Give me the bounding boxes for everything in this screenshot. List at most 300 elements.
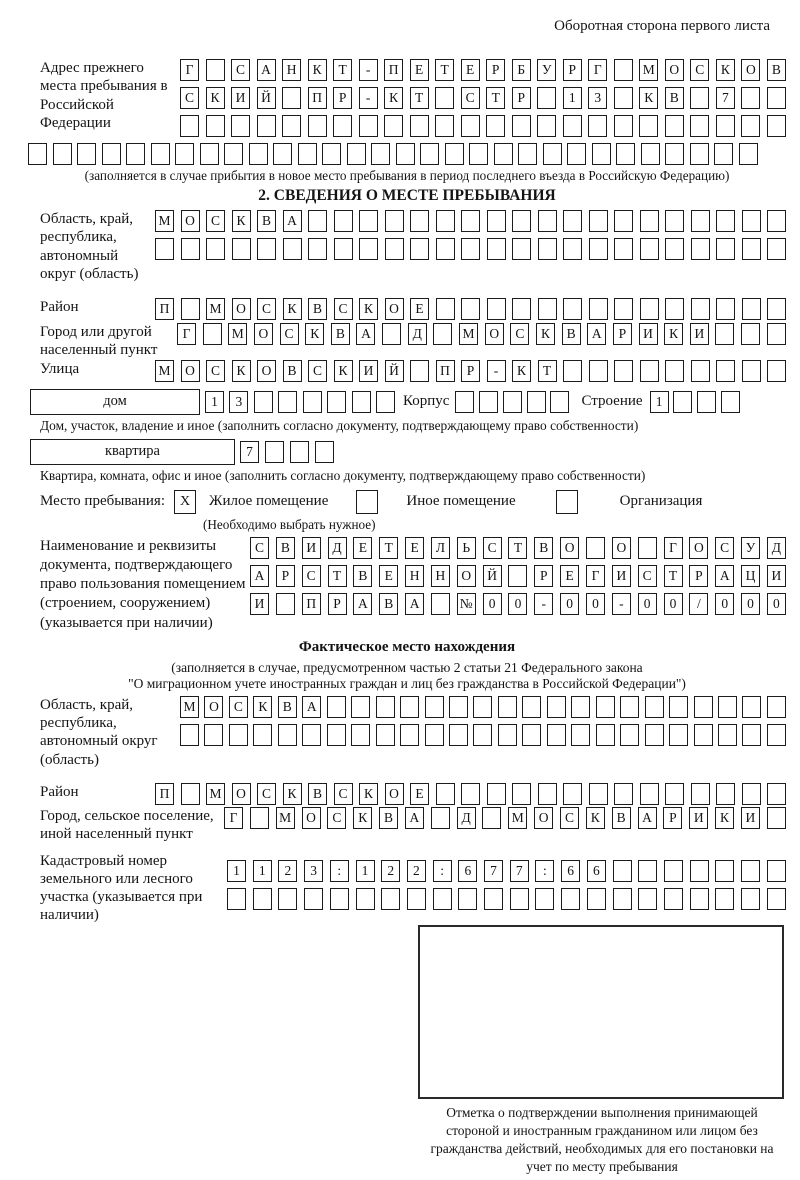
- char-box: Т: [486, 87, 505, 109]
- char-box: [563, 783, 582, 805]
- char-box: X: [174, 490, 196, 514]
- char-box: С: [461, 87, 480, 109]
- char-box: [282, 115, 301, 137]
- char-box: И: [690, 323, 709, 345]
- char-box: [767, 783, 786, 805]
- char-box: С: [715, 537, 734, 559]
- char-box: В: [283, 360, 302, 382]
- char-box: С: [250, 537, 269, 559]
- char-box: [640, 210, 659, 232]
- char-box: [741, 860, 760, 882]
- char-box: [640, 298, 659, 320]
- stay-option-zhiloe-label: Жилое помещение: [209, 493, 329, 510]
- char-box: К: [359, 783, 378, 805]
- char-box: О: [385, 783, 404, 805]
- char-box: [616, 143, 635, 165]
- stay-checkbox-inoe: [356, 490, 378, 514]
- char-box: С: [638, 565, 657, 587]
- char-box: Г: [177, 323, 196, 345]
- char-box: Е: [410, 783, 429, 805]
- char-box: [334, 210, 353, 232]
- char-box: [665, 143, 684, 165]
- char-box: В: [379, 807, 398, 829]
- char-box: Ь: [457, 537, 476, 559]
- char-box: [665, 298, 684, 320]
- char-box: [645, 696, 664, 718]
- apartment-labelbox: квартира: [30, 439, 235, 465]
- char-box: 0: [741, 593, 760, 615]
- char-box: [431, 807, 450, 829]
- char-box: [308, 115, 327, 137]
- char-box: [181, 783, 200, 805]
- char-box: [767, 210, 786, 232]
- char-box: [767, 724, 786, 746]
- char-box: [589, 238, 608, 260]
- char-box: А: [405, 593, 424, 615]
- char-box: 0: [483, 593, 502, 615]
- char-box: [614, 783, 633, 805]
- char-box: [278, 724, 297, 746]
- char-box: 1: [650, 391, 669, 413]
- char-box: [742, 783, 761, 805]
- char-box: [298, 143, 317, 165]
- char-box: [741, 115, 760, 137]
- char-box: И: [741, 807, 760, 829]
- char-box: [563, 360, 582, 382]
- char-box: [716, 783, 735, 805]
- char-box: 1: [356, 860, 375, 882]
- char-box: М: [508, 807, 527, 829]
- char-box: [229, 724, 248, 746]
- char-box: -: [359, 87, 378, 109]
- char-box: [561, 888, 580, 910]
- char-box: Т: [410, 87, 429, 109]
- char-box: 7: [716, 87, 735, 109]
- char-box: [718, 696, 737, 718]
- char-box: В: [308, 298, 327, 320]
- char-box: [486, 115, 505, 137]
- char-box: М: [639, 59, 658, 81]
- s2-street-group: [40, 360, 786, 382]
- char-box: [767, 115, 786, 137]
- document-row-1: [250, 537, 786, 559]
- char-box: [535, 888, 554, 910]
- char-box: Г: [224, 807, 243, 829]
- char-box: Т: [538, 360, 557, 382]
- char-box: [385, 210, 404, 232]
- char-box: С: [257, 298, 276, 320]
- char-box: [461, 210, 480, 232]
- char-box: [461, 298, 480, 320]
- char-box: [282, 87, 301, 109]
- prev-address-note: (заполняется в случае прибытия в новое место пребывания в период последнего въезда в Российскую Федерацию): [84, 168, 730, 183]
- char-box: М: [276, 807, 295, 829]
- char-box: [742, 360, 761, 382]
- char-box: [494, 143, 513, 165]
- char-box: 6: [587, 860, 606, 882]
- char-box: В: [257, 210, 276, 232]
- apartment-caption: Квартира, комната, офис и иное (заполнить согласно документу, подтверждающему право собственности): [40, 467, 646, 483]
- char-box: [498, 724, 517, 746]
- char-box: [276, 593, 295, 615]
- char-box: [691, 298, 710, 320]
- cadastre-label: Кадастровый номер земельного или лесного участка (указывается при наличии): [40, 852, 203, 924]
- char-box: Б: [512, 59, 531, 81]
- s2-region-group: [40, 210, 786, 283]
- stay-checkbox-zhiloe: [174, 490, 196, 514]
- char-box: [436, 298, 455, 320]
- char-box: О: [232, 783, 251, 805]
- char-box: [614, 210, 633, 232]
- char-box: [487, 210, 506, 232]
- char-box: [690, 115, 709, 137]
- char-box: [155, 238, 174, 260]
- char-box: [359, 210, 378, 232]
- char-box: К: [359, 298, 378, 320]
- stroenie-cells: [650, 391, 740, 413]
- char-box: [767, 888, 786, 910]
- char-box: К: [715, 807, 734, 829]
- char-box: [407, 888, 426, 910]
- char-box: К: [232, 360, 251, 382]
- char-box: [586, 537, 605, 559]
- char-box: [351, 724, 370, 746]
- char-box: [473, 724, 492, 746]
- prev-address-row-1: [180, 59, 786, 81]
- char-box: [257, 238, 276, 260]
- char-box: :: [433, 860, 452, 882]
- char-box: [587, 888, 606, 910]
- char-box: 7: [484, 860, 503, 882]
- char-box: [716, 210, 735, 232]
- char-box: [435, 115, 454, 137]
- char-box: [665, 783, 684, 805]
- char-box: 0: [767, 593, 786, 615]
- char-box: 2: [381, 860, 400, 882]
- char-box: [206, 115, 225, 137]
- char-box: П: [155, 783, 174, 805]
- char-box: [638, 860, 657, 882]
- char-box: Р: [534, 565, 553, 587]
- char-box: 0: [715, 593, 734, 615]
- char-box: [249, 143, 268, 165]
- char-box: [356, 490, 378, 514]
- char-box: А: [587, 323, 606, 345]
- char-box: А: [250, 565, 269, 587]
- char-box: К: [283, 783, 302, 805]
- char-box: М: [155, 360, 174, 382]
- char-box: [739, 143, 758, 165]
- char-box: [697, 391, 716, 413]
- char-box: [449, 696, 468, 718]
- char-box: К: [512, 360, 531, 382]
- char-box: [487, 783, 506, 805]
- char-box: И: [302, 537, 321, 559]
- char-box: [400, 724, 419, 746]
- char-box: [376, 724, 395, 746]
- char-box: 0: [664, 593, 683, 615]
- cadastre-row-2: [227, 888, 786, 910]
- char-box: Т: [435, 59, 454, 81]
- char-box: [715, 323, 734, 345]
- char-box: [547, 696, 566, 718]
- char-box: [691, 238, 710, 260]
- char-box: [77, 143, 96, 165]
- char-box: [290, 441, 309, 463]
- char-box: [592, 143, 611, 165]
- char-box: 2: [278, 860, 297, 882]
- char-box: С: [206, 210, 225, 232]
- s2-region-row-1: [155, 210, 786, 232]
- char-box: [522, 696, 541, 718]
- char-box: [767, 87, 786, 109]
- char-box: Т: [508, 537, 527, 559]
- char-box: [589, 210, 608, 232]
- prev-address-label: Адрес прежнего места пребывания в Российской Федерации: [40, 60, 168, 131]
- char-box: К: [305, 323, 324, 345]
- char-box: А: [638, 807, 657, 829]
- char-box: [322, 143, 341, 165]
- char-box: Е: [461, 59, 480, 81]
- char-box: М: [206, 298, 225, 320]
- char-box: [538, 238, 557, 260]
- char-box: [278, 888, 297, 910]
- korpus-label: Корпус: [403, 393, 450, 410]
- char-box: [461, 783, 480, 805]
- char-box: [742, 210, 761, 232]
- char-box: Н: [405, 565, 424, 587]
- fact-region-row-2: [180, 724, 786, 746]
- char-box: [613, 860, 632, 882]
- char-box: Н: [282, 59, 301, 81]
- house-labelbox: дом: [30, 389, 200, 415]
- char-box: [510, 888, 529, 910]
- fact-region-label: Область, край, республика, автономный округ (область): [40, 696, 158, 768]
- char-box: К: [639, 87, 658, 109]
- char-box: О: [534, 807, 553, 829]
- prev-address-row-2: [180, 87, 786, 109]
- char-box: В: [767, 59, 786, 81]
- char-box: [126, 143, 145, 165]
- char-box: [694, 724, 713, 746]
- char-box: [691, 360, 710, 382]
- char-box: [512, 115, 531, 137]
- char-box: [53, 143, 72, 165]
- char-box: Й: [385, 360, 404, 382]
- char-box: [381, 888, 400, 910]
- s2-district-group: [40, 298, 786, 320]
- char-box: 0: [560, 593, 579, 615]
- char-box: М: [155, 210, 174, 232]
- char-box: И: [359, 360, 378, 382]
- char-box: [433, 323, 452, 345]
- char-box: [741, 87, 760, 109]
- char-box: Д: [767, 537, 786, 559]
- house-row: [30, 389, 786, 415]
- char-box: [435, 87, 454, 109]
- char-box: [303, 391, 322, 413]
- char-box: Р: [276, 565, 295, 587]
- char-box: [563, 210, 582, 232]
- char-box: [716, 298, 735, 320]
- char-box: С: [327, 807, 346, 829]
- char-box: 3: [588, 87, 607, 109]
- char-box: М: [228, 323, 247, 345]
- char-box: [455, 391, 474, 413]
- char-box: А: [257, 59, 276, 81]
- stay-type-row: [40, 489, 786, 515]
- char-box: А: [302, 696, 321, 718]
- char-box: Е: [353, 537, 372, 559]
- char-box: [567, 143, 586, 165]
- char-box: [690, 860, 709, 882]
- char-box: [257, 115, 276, 137]
- char-box: [200, 143, 219, 165]
- stamp-caption: Отметка о подтверждении выполнения принимающей стороной и иностранным гражданином или лицом без гражданства действий, необходимых для его постановки на учет по месту пребывания: [430, 1104, 774, 1174]
- fact-district-label: Район: [40, 783, 79, 800]
- char-box: [273, 143, 292, 165]
- char-box: [547, 724, 566, 746]
- char-box: [508, 565, 527, 587]
- char-box: [352, 391, 371, 413]
- char-box: [512, 210, 531, 232]
- stay-option-org-label: Организация: [619, 493, 703, 510]
- char-box: [640, 783, 659, 805]
- fact-region-group: [40, 696, 786, 769]
- char-box: [283, 238, 302, 260]
- char-box: 3: [229, 391, 248, 413]
- char-box: 0: [586, 593, 605, 615]
- stroenie-label: Строение: [581, 393, 643, 410]
- char-box: [691, 783, 710, 805]
- char-box: [376, 391, 395, 413]
- char-box: [102, 143, 121, 165]
- char-box: [482, 807, 501, 829]
- char-box: А: [356, 323, 375, 345]
- char-box: -: [487, 360, 506, 382]
- char-box: И: [231, 87, 250, 109]
- char-box: [327, 391, 346, 413]
- char-box: П: [308, 87, 327, 109]
- char-box: В: [276, 537, 295, 559]
- house-caption: Дом, участок, владение и иное (заполнить согласно документу, подтверждающему право собственности): [40, 417, 639, 433]
- char-box: [571, 696, 590, 718]
- char-box: К: [206, 87, 225, 109]
- char-box: О: [254, 323, 273, 345]
- char-box: О: [741, 59, 760, 81]
- char-box: [742, 298, 761, 320]
- char-box: [206, 59, 225, 81]
- char-box: №: [457, 593, 476, 615]
- char-box: [638, 888, 657, 910]
- char-box: [563, 238, 582, 260]
- char-box: [767, 238, 786, 260]
- char-box: К: [232, 210, 251, 232]
- char-box: О: [232, 298, 251, 320]
- char-box: И: [689, 807, 708, 829]
- char-box: [278, 391, 297, 413]
- char-box: [556, 490, 578, 514]
- prev-address-row-3: [180, 115, 786, 137]
- char-box: [498, 696, 517, 718]
- char-box: Г: [586, 565, 605, 587]
- char-box: О: [689, 537, 708, 559]
- char-box: [767, 360, 786, 382]
- char-box: [614, 298, 633, 320]
- char-box: С: [231, 59, 250, 81]
- prev-address-group: [40, 59, 786, 143]
- page-side-note: Оборотная сторона первого листа: [554, 18, 770, 34]
- char-box: [28, 143, 47, 165]
- char-box: И: [250, 593, 269, 615]
- char-box: [308, 210, 327, 232]
- char-box: [180, 724, 199, 746]
- char-box: К: [586, 807, 605, 829]
- char-box: 1: [253, 860, 272, 882]
- char-box: Р: [563, 59, 582, 81]
- char-box: [690, 87, 709, 109]
- char-box: [333, 115, 352, 137]
- char-box: А: [405, 807, 424, 829]
- char-box: [410, 210, 429, 232]
- char-box: [347, 143, 366, 165]
- char-box: 1: [227, 860, 246, 882]
- char-box: [741, 888, 760, 910]
- char-box: [400, 696, 419, 718]
- char-box: С: [334, 783, 353, 805]
- char-box: С: [334, 298, 353, 320]
- char-box: [640, 360, 659, 382]
- char-box: [253, 888, 272, 910]
- char-box: К: [716, 59, 735, 81]
- char-box: [767, 696, 786, 718]
- char-box: [527, 391, 546, 413]
- char-box: [767, 298, 786, 320]
- fact-city-row: [224, 807, 786, 829]
- char-box: Д: [457, 807, 476, 829]
- char-box: В: [308, 783, 327, 805]
- char-box: В: [534, 537, 553, 559]
- char-box: С: [483, 537, 502, 559]
- char-box: 0: [638, 593, 657, 615]
- char-box: [589, 360, 608, 382]
- char-box: Й: [257, 87, 276, 109]
- s2-region-label: Область, край, республика, автономный округ (область): [40, 211, 139, 282]
- char-box: [410, 115, 429, 137]
- char-box: У: [741, 537, 760, 559]
- char-box: [665, 360, 684, 382]
- char-box: [742, 238, 761, 260]
- char-box: В: [331, 323, 350, 345]
- fact-region-row-1: [180, 696, 786, 718]
- char-box: [359, 115, 378, 137]
- cadastre-group: [40, 852, 786, 925]
- char-box: В: [353, 565, 372, 587]
- char-box: О: [485, 323, 504, 345]
- char-box: [715, 888, 734, 910]
- char-box: Й: [483, 565, 502, 587]
- document-row-2: [250, 565, 786, 587]
- char-box: [742, 724, 761, 746]
- char-box: [436, 238, 455, 260]
- char-box: [410, 238, 429, 260]
- char-box: С: [560, 807, 579, 829]
- char-box: [715, 860, 734, 882]
- s2-city-label: Город или другой населенный пункт: [40, 324, 158, 359]
- char-box: И: [639, 323, 658, 345]
- char-box: [250, 807, 269, 829]
- char-box: [614, 360, 633, 382]
